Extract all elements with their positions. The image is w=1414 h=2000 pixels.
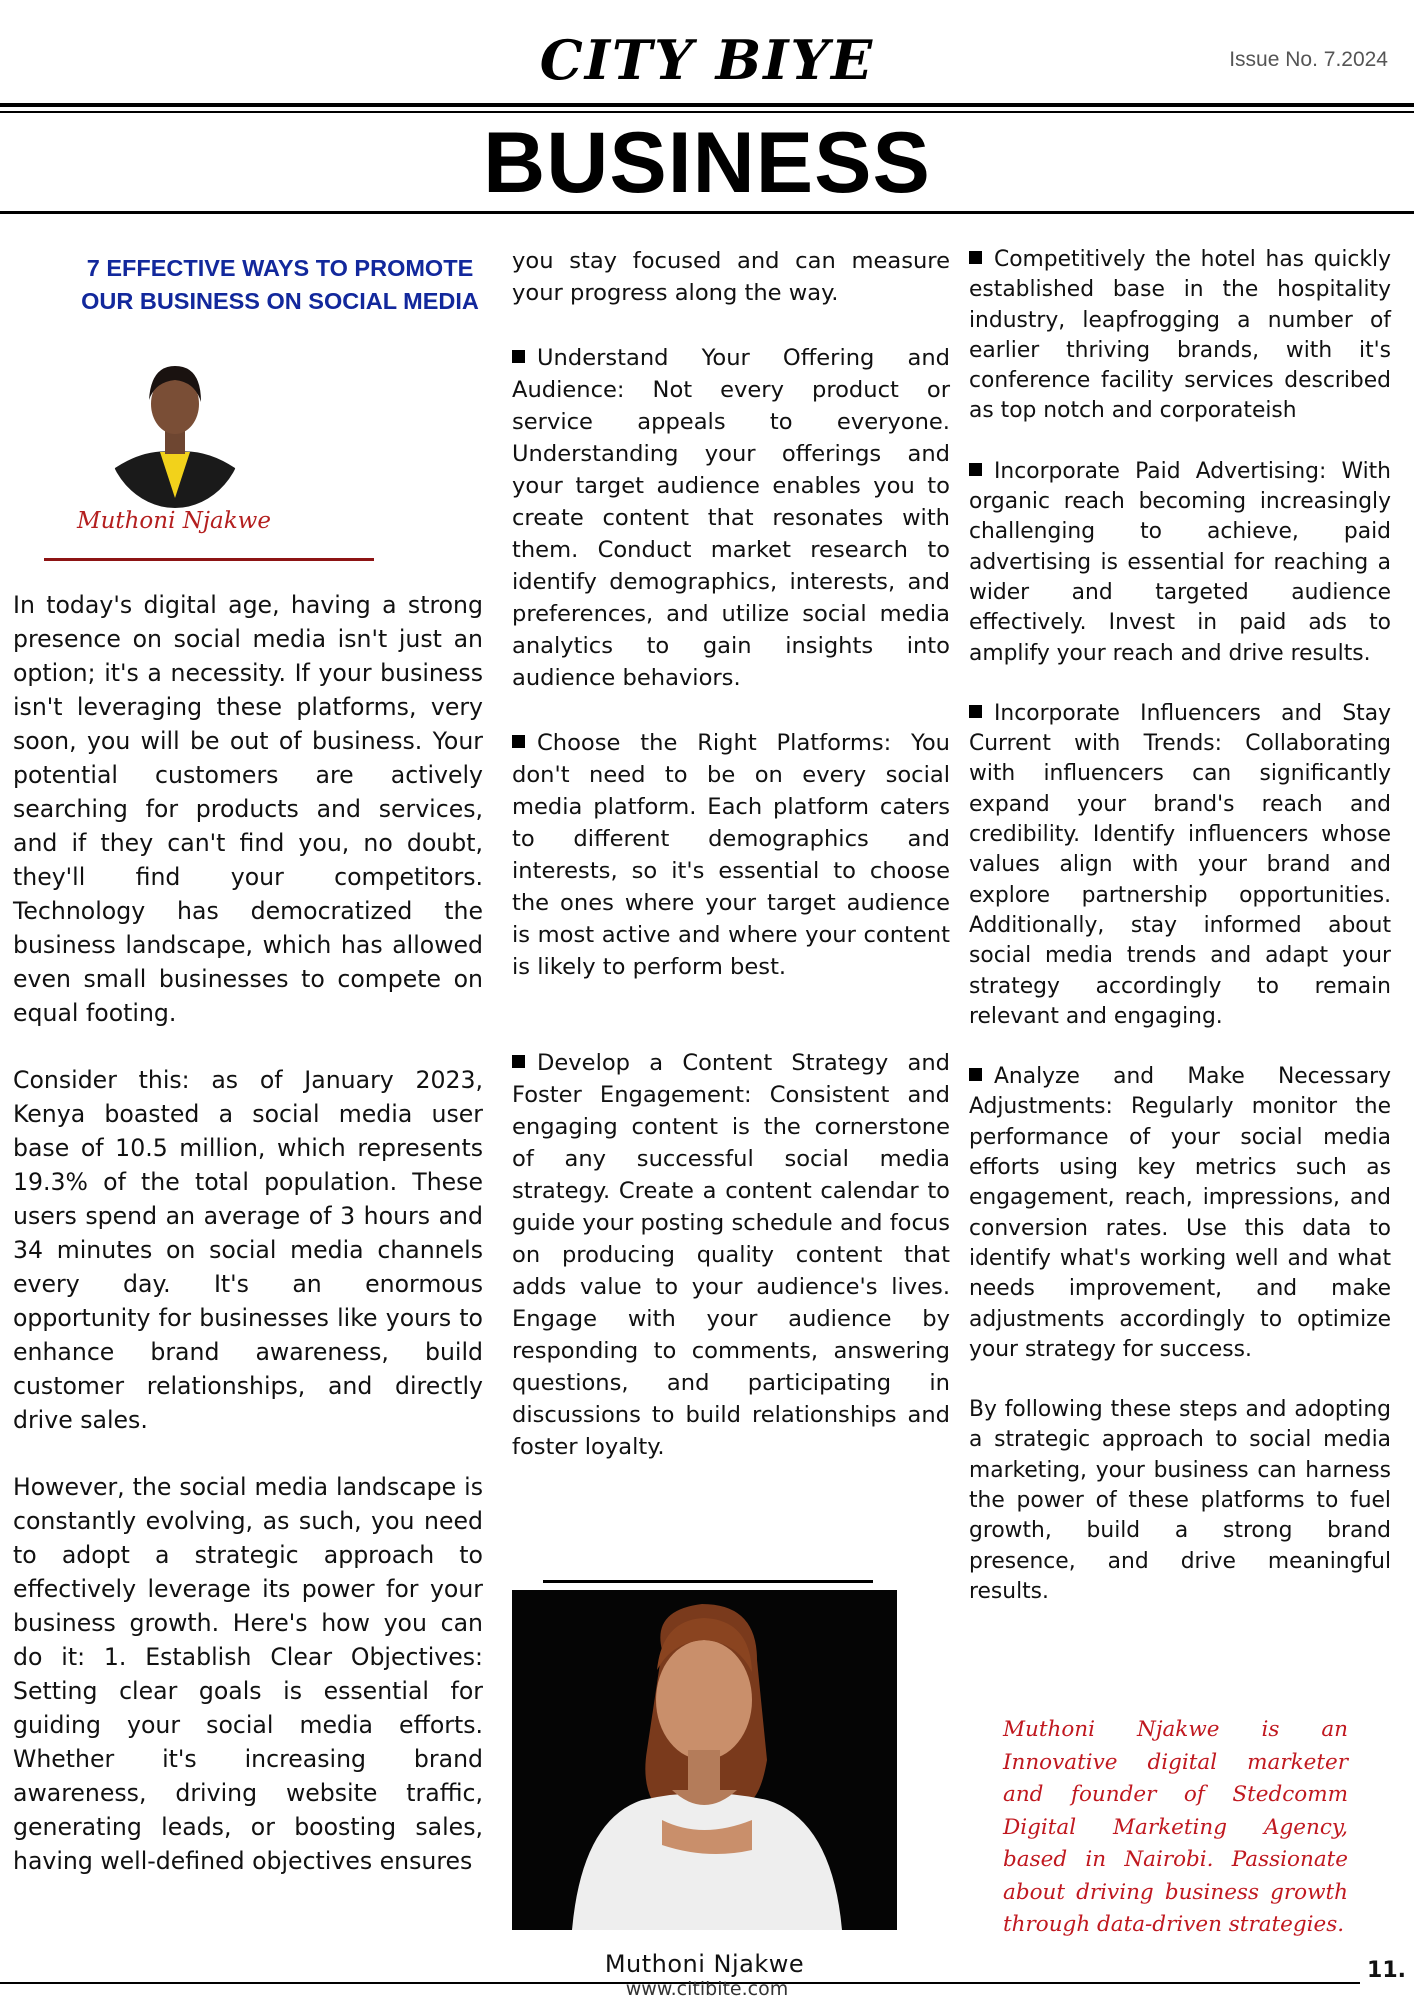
bullet-text: Develop a Content Strategy and Foster Engagement: Consistent and engaging content is the cornerstone of any successful social media strategy. Create a content calendar to guide your posting schedule and focus on producing quality content that adds value to your audience's lives. Engage with your audience by responding to comments, answering questions, and participating in discussions to build relationships and foster loyalty. [512,1050,950,1460]
author-portrait-image [105,348,245,508]
masthead-rule-thin [0,111,1414,113]
bullet-square-icon [512,735,525,748]
column-2 [512,245,950,1496]
bullet-text: Incorporate Paid Advertising: With organic reach becoming increasingly challenging to achieve, paid advertising is essential for reaching a wider and targeted audience effectively. Invest in paid ads to amplify your reach and drive results. [969,458,1391,666]
bullet-text: Competitively the hotel has quickly established base in the hospitality industry, leapfrogging a number of earlier thriving brands, with it's conference facility services described as top notch and corporateish [969,247,1391,424]
bullet-square-icon [969,705,982,718]
masthead-title: CITY BIYE [539,28,875,92]
column-3 [969,245,1391,1637]
paragraph: In today's digital age, having a strong presence on social media isn't just an option; it's a necessity. If your business isn't leveraging these platforms, very soon, you will be out of business. Your potential customers are actively searching for products and services, and if they can't find you, no doubt, they'll find your competitors. Technology has democratized the business landscape, which has allowed even small businesses to compete on equal footing. [13,591,483,1027]
bullet-square-icon [969,1068,982,1081]
author-divider [44,558,374,561]
bullet-text: Incorporate Influencers and Stay Current with Trends: Collaborating with influencers can significantly expand your brand's reach and credibility. Identify influencers whose values align with your brand and explore partnership opportunities. Additionally, stay informed about social media trends and adapt your strategy accordingly to remain relevant and engaging. [969,700,1391,1029]
author-avatar [105,348,245,508]
author-photo-image [512,1590,897,1930]
bullet-text: Understand Your Offering and Audience: Not every product or service appeals to everyone. Understanding your offerings and your target audience enables you to create content that resonates with them. Conduct market research to identify demographics, interests, and preferences, and utilize social media analytics to gain insights into audience behaviors. [512,345,950,691]
bullet-paragraph [512,1047,950,1463]
bullet-square-icon [512,350,525,363]
bullet-paragraph [969,1062,1391,1365]
continuation-paragraph: you stay focused and can measure your progress along the way. [512,248,950,306]
author-photo [512,1590,897,1930]
bullet-paragraph [512,727,950,983]
section-rule [0,211,1414,214]
bullet-paragraph [969,245,1391,427]
section-title: BUSINESS [483,115,931,211]
footer-url: www.citibite.com [625,1978,789,2000]
author-name-small: Muthoni Njakwe [77,508,271,534]
bullet-paragraph [969,457,1391,669]
article-headline: 7 EFFECTIVE WAYS TO PROMOTE OUR BUSINESS ON SOCIAL MEDIA [81,255,479,314]
closing-paragraph: By following these steps and adopting a strategic approach to social media marketing, your business can harness the power of these platforms to fuel growth, build a strong brand presence, and drive meaningful results. [969,1397,1391,1604]
bullet-paragraph [969,699,1391,1032]
photo-divider [543,1580,873,1583]
bullet-paragraph [512,342,950,694]
page-number: 11. [1367,1958,1406,1983]
column-1 [13,588,483,1911]
bullet-text: Choose the Right Platforms: You don't need to be on every social media platform. Each platform caters to different demographics and interests, so it's essential to choose the ones where your target audience is most active and where your content is likely to perform best. [512,730,950,980]
author-bio: Muthoni Njakwe is an Innovative digital marketer and founder of Stedcomm Digital Marketing Agency, based in Nairobi. Passionate about driving business growth through data-driven strategies. [1003,1717,1348,1937]
photo-caption: Muthoni Njakwe [604,1950,805,1978]
bullet-square-icon [969,251,982,264]
issue-number: Issue No. 7.2024 [1229,48,1388,71]
bullet-text: Analyze and Make Necessary Adjustments: Regularly monitor the performance of your social media efforts using key metrics such as engagement, reach, impressions, and conversion rates. Use this data to identify what's working well and what needs improvement, and make adjustments accordingly to optimize your strategy for success. [969,1064,1391,1362]
paragraph: Consider this: as of January 2023, Kenya boasted a social media user base of 10.5 million, which represents 19.3% of the total population. These users spend an average of 3 hours and 34 minutes on social media channels every day. It's an enormous opportunity for businesses like yours to enhance brand awareness, build customer relationships, and directly drive sales. [13,1066,483,1434]
bullet-square-icon [969,463,982,476]
paragraph: However, the social media landscape is constantly evolving, as such, you need to adopt a strategic approach to effectively leverage its power for your business growth. Here's how you can do it: 1. Establish Clear Objectives: Setting clear goals is essential for guiding your social media efforts. Whether it's increasing brand awareness, driving website traffic, generating leads, or boosting sales, having well-defined objectives ensures [13,1473,483,1875]
bullet-square-icon [512,1055,525,1068]
masthead [0,0,1414,100]
masthead-rule-thick [0,103,1414,107]
